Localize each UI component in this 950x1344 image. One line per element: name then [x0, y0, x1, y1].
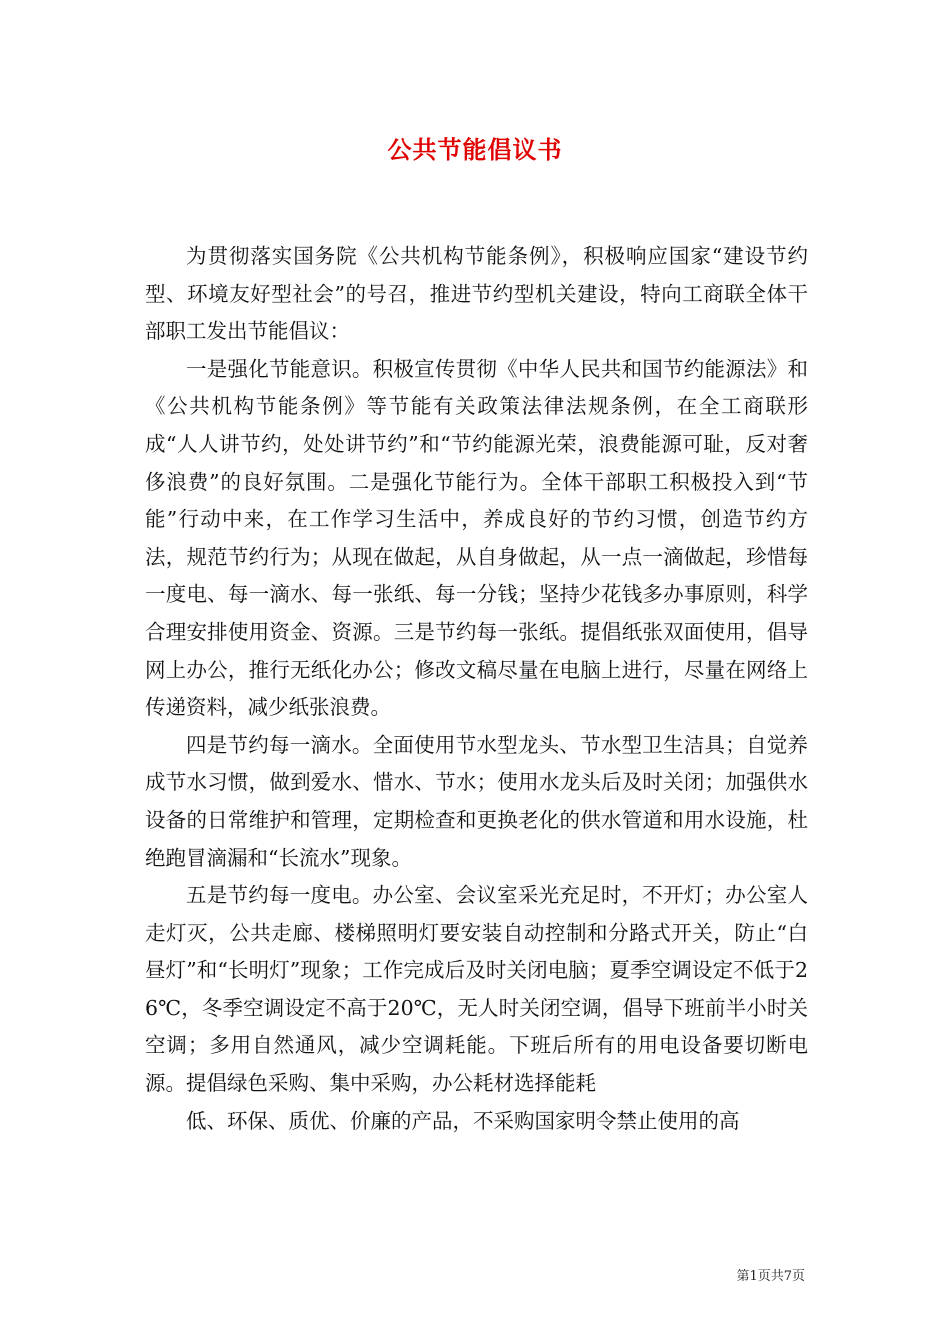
document-title: 公共节能倡议书 [387, 136, 563, 164]
paragraph-electricity: 五是节约每一度电。办公室、会议室采光充足时，不开灯；办公室人走灯灭，公共走廊、楼梯照明灯要安装自动控制和分路式开关，防止“白昼灯”和“长明灯”现象；工作完成后及时关闭电脑；夏季空调设定不低于26℃，冬季空调设定不高于20℃，无人时关闭空调，倡导下班前半小时关空调；多用自然通风，减少空调耗能。下班后所有的用电设备要切断电源。提倡绿色采购、集中采购，办公耗材选择能耗 [145, 883, 808, 1096]
paragraph-awareness-behavior-paper: 一是强化节能意识。积极宣传贯彻《中华人民共和国节约能源法》和《公共机构节能条例》等节能有关政策法律法规条例，在全工商联形成“人人讲节约，处处讲节约”和“节约能源光荣，浪费能源可耻，反对奢侈浪费”的良好氛围。二是强化节能行为。全体干部职工积极投入到“节能”行动中来，在工作学习生活中，养成良好的节约习惯，创造节约方法，规范节约行为；从现在做起，从自身做起，从一点一滴做起，珍惜每一度电、每一滴水、每一张纸、每一分钱；坚持少花钱多办事原则，科学合理安排使用资金、资源。三是节约每一张纸。提倡纸张双面使用，倡导网上办公，推行无纸化办公；修改文稿尽量在电脑上进行，尽量在网络上传递资料，减少纸张浪费。 [145, 356, 808, 720]
document-body [145, 238, 808, 1140]
page-number: 第1页共7页 [736, 1269, 805, 1284]
paragraph-continuation: 低、环保、质优、价廉的产品，不采购国家明令禁止使用的高 [186, 1108, 740, 1133]
paragraph-water: 四是节约每一滴水。全面使用节水型龙头、节水型卫生洁具；自觉养成节水习惯，做到爱水、惜水、节水；使用水龙头后及时关闭；加强供水设备的日常维护和管理，定期检查和更换老化的供水管道和用水设施，杜绝跑冒滴漏和“长流水”现象。 [145, 732, 808, 870]
paragraph-intro: 为贯彻落实国务院《公共机构节能条例》，积极响应国家“建设节约型、环境友好型社会”的号召，推进节约型机关建设，特向工商联全体干部职工发出节能倡议： [145, 244, 808, 344]
